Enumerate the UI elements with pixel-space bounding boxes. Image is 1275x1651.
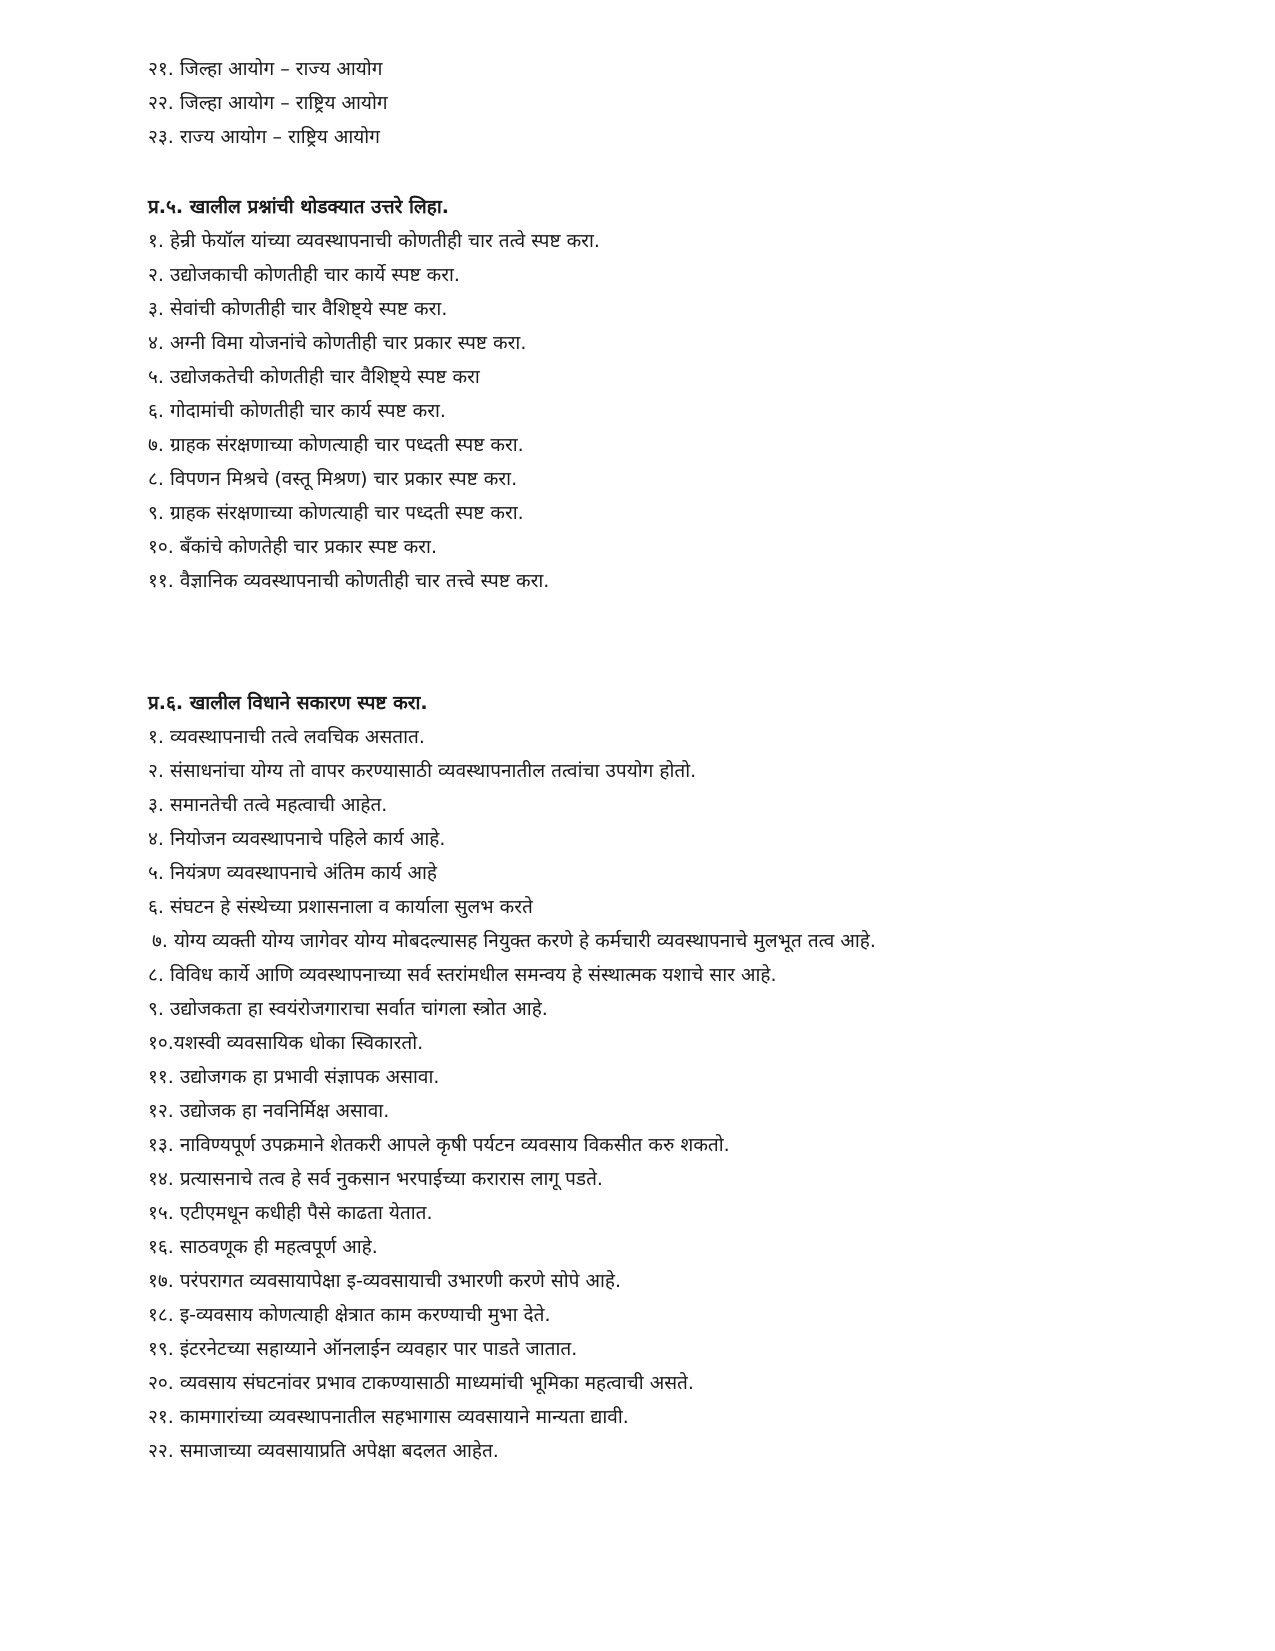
- list-item: २२. समाजाच्या व्यवसायाप्रति अपेक्षा बदलत आहेत.: [148, 1440, 499, 1462]
- question-6-heading: प्र.६. खालील विधाने सकारण स्पष्ट करा.: [148, 692, 428, 714]
- question-6-section: [148, 686, 1208, 1468]
- list-item: ११. वैज्ञानिक व्यवस्थापनाची कोणतीही चार तत्त्वे स्पष्ट करा.: [148, 570, 550, 592]
- question-5-heading: प्र.५. खालील प्रश्नांची थोडक्यात उत्तरे लिहा.: [148, 196, 450, 218]
- list-item: २३. राज्य आयोग – राष्ट्रिय आयोग: [148, 126, 380, 148]
- list-item: २०. व्यवसाय संघटनांवर प्रभाव टाकण्यासाठी माध्यमांची भूमिका महत्वाची असते.: [148, 1372, 694, 1394]
- list-item: ४. अग्नी विमा योजनांचे कोणतीही चार प्रकार स्पष्ट करा.: [148, 332, 527, 354]
- list-item: ४. नियोजन व्यवस्थापनाचे पहिले कार्य आहे.: [148, 828, 446, 850]
- list-item: ५. नियंत्रण व्यवस्थापनाचे अंतिम कार्य आहे: [148, 862, 437, 884]
- list-item: १२. उद्योजक हा नवनिर्मिक्ष असावा.: [148, 1100, 390, 1122]
- list-item: १०. बँकांचे कोणतेही चार प्रकार स्पष्ट करा.: [148, 536, 438, 558]
- top-item-list: [148, 52, 1208, 154]
- list-item: १. हेन्री फेयॉल यांच्या व्यवस्थापनाची कोणतीही चार तत्वे स्पष्ट करा.: [148, 230, 600, 252]
- list-item: ३. समानतेची तत्वे महत्वाची आहेत.: [148, 794, 388, 816]
- list-item: ३. सेवांची कोणतीही चार वैशिष्ट्ये स्पष्ट करा.: [148, 298, 448, 320]
- list-item: २२. जिल्हा आयोग – राष्ट्रिय आयोग: [148, 92, 388, 114]
- list-item: ८. विविध कार्ये आणि व्यवस्थापनाच्या सर्व स्तरांमधील समन्वय हे संस्थात्मक यशाचे सार आहे.: [148, 964, 777, 986]
- list-item: १५. एटीएमधून कधीही पैसे काढता येतात.: [148, 1202, 433, 1224]
- question-5-section: [148, 190, 1208, 598]
- list-item: ७. ग्राहक संरक्षणाच्या कोणत्याही चार पध्दती स्पष्ट करा.: [148, 434, 524, 456]
- list-item: ९. उद्योजकता हा स्वयंरोजगाराचा सर्वात चांगला स्त्रोत आहे.: [148, 998, 548, 1020]
- list-item: ६. गोदामांची कोणतीही चार कार्य स्पष्ट करा.: [148, 400, 446, 422]
- list-item: १८. इ-व्यवसाय कोणत्याही क्षेत्रात काम करण्याची मुभा देते.: [148, 1304, 551, 1326]
- list-item: ९. ग्राहक संरक्षणाच्या कोणत्याही चार पध्दती स्पष्ट करा.: [148, 502, 524, 524]
- list-item: २१. कामगारांच्या व्यवस्थापनातील सहभागास व्यवसायाने मान्यता द्यावी.: [148, 1406, 629, 1428]
- list-item: १४. प्रत्यासनाचे तत्व हे सर्व नुकसान भरपाईच्या करारास लागू पडते.: [148, 1168, 603, 1190]
- list-item: १६. साठवणूक ही महत्वपूर्ण आहे.: [148, 1236, 378, 1258]
- list-item: १३. नाविण्यपूर्ण उपक्रमाने शेतकरी आपले कृषी पर्यटन व्यवसाय विकसीत करु शकतो.: [148, 1134, 730, 1156]
- list-item: ११. उद्योजगक हा प्रभावी संज्ञापक असावा.: [148, 1066, 440, 1088]
- list-item: १७. परंपरागत व्यवसायापेक्षा इ-व्यवसायाची उभारणी करणे सोपे आहे.: [148, 1270, 622, 1292]
- list-item: २. संसाधनांचा योग्य तो वापर करण्यासाठी व्यवस्थापनातील तत्वांचा उपयोग होतो.: [148, 760, 697, 782]
- list-item: २. उद्योजकाची कोणतीही चार कार्ये स्पष्ट करा.: [148, 264, 460, 286]
- list-item: ५. उद्योजकतेची कोणतीही चार वैशिष्ट्ये स्पष्ट करा: [148, 366, 480, 388]
- list-item: २१. जिल्हा आयोग – राज्य आयोग: [148, 58, 383, 80]
- list-item: ६. संघटन हे संस्थेच्या प्रशासनाला व कार्याला सुलभ करते: [148, 896, 533, 918]
- list-item: १०.यशस्वी व्यवसायिक धोका स्विकारतो.: [148, 1032, 424, 1054]
- list-item: ८. विपणन मिश्रचे (वस्तू मिश्रण) चार प्रकार स्पष्ट करा.: [148, 468, 518, 490]
- list-item: १९. इंटरनेटच्या सहाय्याने ऑनलाईन व्यवहार पार पाडते जातात.: [148, 1338, 578, 1360]
- list-item: ७. योग्य व्यक्ती योग्य जागेवर योग्य मोबदल्यासह नियुक्त करणे हे कर्मचारी व्यवस्थापनाचे मुलभूत तत्व आहे.: [152, 930, 876, 952]
- list-item: १. व्यवस्थापनाची तत्वे लवचिक असतात.: [148, 726, 425, 748]
